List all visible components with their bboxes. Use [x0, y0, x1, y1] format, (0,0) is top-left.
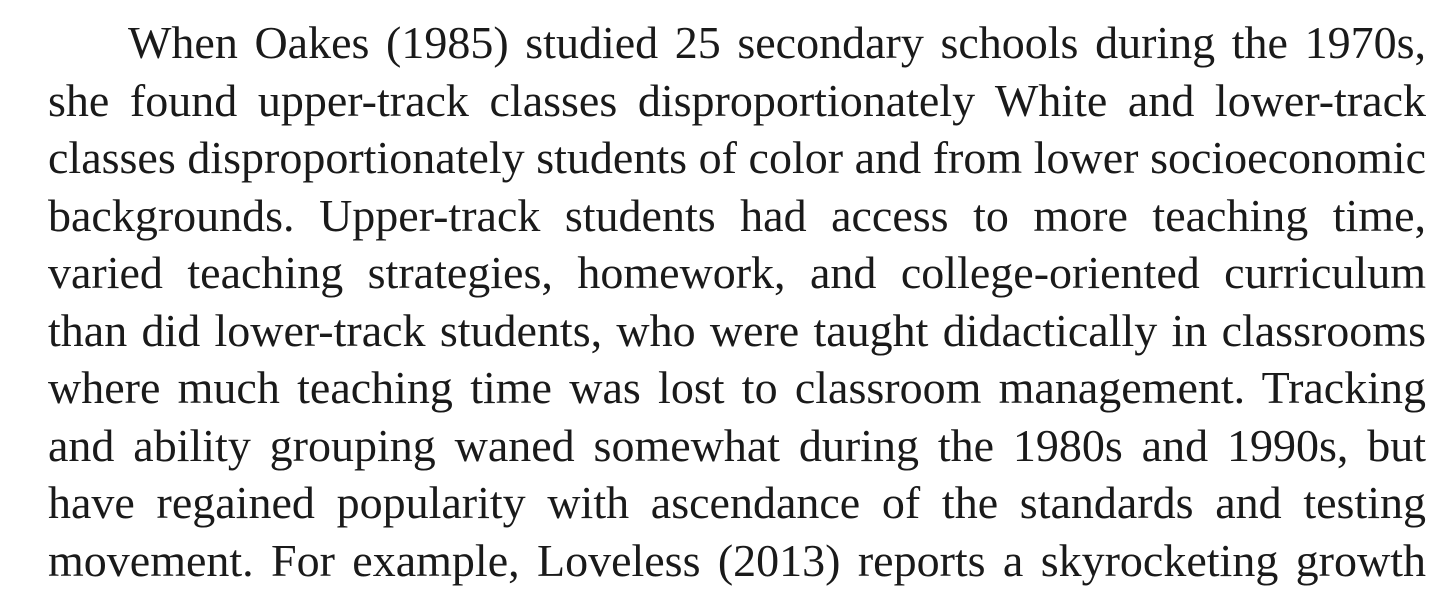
paragraph-line: than did lower-track students, who were taught didactically in classrooms	[48, 302, 1426, 360]
paragraph-line: have regained popularity with ascendance of the standards and testing	[48, 474, 1426, 532]
paragraph-line: When Oakes (1985) studied 25 secondary schools during the 1970s,	[48, 14, 1426, 72]
paragraph-line: and ability grouping waned somewhat during the 1980s and 1990s, but	[48, 417, 1426, 475]
paragraph-line-partial: movement. For example, Loveless (2013) reports a skyrocketing growth	[48, 532, 1426, 589]
paragraph-line: she found upper-track classes disproportionately White and lower-track	[48, 72, 1426, 130]
paragraph-line: classes disproportionately students of color and from lower socioeconomic	[48, 129, 1426, 187]
paragraph-line: varied teaching strategies, homework, and college-oriented curriculum	[48, 244, 1426, 302]
paragraph-line: backgrounds. Upper-track students had access to more teaching time,	[48, 187, 1426, 245]
body-paragraph	[48, 14, 1426, 589]
paragraph-line: where much teaching time was lost to classroom management. Tracking	[48, 359, 1426, 417]
